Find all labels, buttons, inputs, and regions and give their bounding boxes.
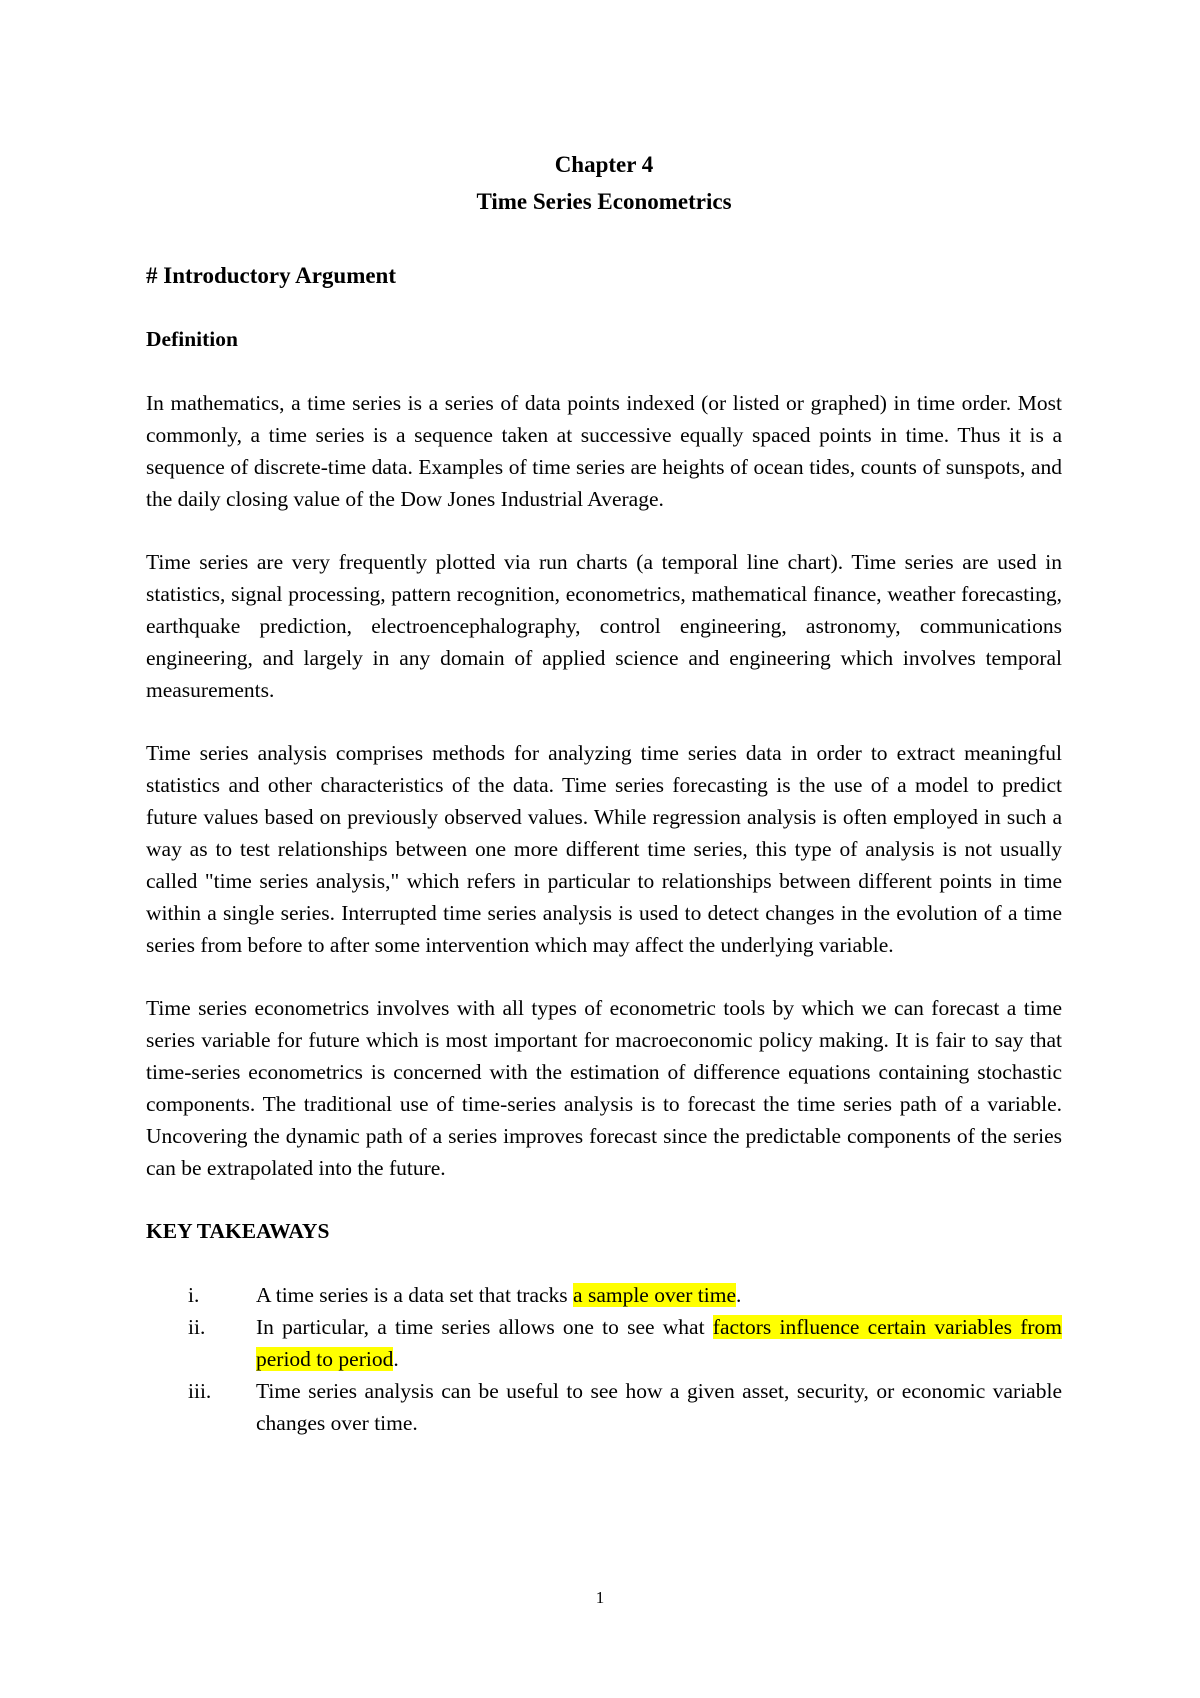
text-run: A time series is a data set that tracks: [256, 1283, 574, 1307]
list-item: [146, 1311, 1062, 1375]
highlighted-text: a sample over time: [573, 1283, 737, 1307]
page-number: 1: [595, 1588, 605, 1607]
chapter-title: Time Series Econometrics: [476, 189, 732, 214]
text-run: .: [736, 1283, 742, 1307]
list-item-text: [256, 1279, 1062, 1311]
list-item-text: [256, 1375, 1062, 1439]
list-numeral: i.: [188, 1283, 200, 1307]
paragraph-analysis: Time series analysis comprises methods for analyzing time series data in order to extract meaningful statistics and other characteristics of the data. Time series forecasting is the use of a model to predict future values based on previously observed values. While regression analysis is often employed in such a way as to test relationships between one more different time series, this type of analysis is not usually called "time series analysis," which refers in particular to relationships between different points in time within a single series. Interrupted time series analysis is used to detect changes in the evolution of a time series from before to after some intervention which may affect the underlying variable.: [146, 741, 1062, 957]
text-run: Time series analysis can be useful to see how a given asset, security, or economic variable changes over time.: [256, 1379, 1062, 1435]
paragraph-econometrics: Time series econometrics involves with all types of econometric tools by which we can forecast a time series variable for future which is most important for macroeconomic policy making. It is fair to say that time-series econometrics is concerned with the estimation of difference equations containing stochastic components. The traditional use of time-series analysis is to forecast the time series path of a variable. Uncovering the dynamic path of a series improves forecast since the predictable components of the series can be extrapolated into the future.: [146, 996, 1062, 1180]
text-run: .: [393, 1347, 399, 1371]
list-item: [146, 1279, 1062, 1311]
list-numeral: ii.: [188, 1315, 206, 1339]
key-takeaways-list: [146, 1279, 1062, 1439]
section-heading: # Introductory Argument: [146, 263, 397, 288]
chapter-title-block: [146, 146, 1062, 220]
highlighted-text: factors influence certain variables from period to period: [256, 1315, 1062, 1371]
paragraph-definition: In mathematics, a time series is a series of data points indexed (or listed or graphed) in time order. Most commonly, a time series is a sequence taken at successive equally spaced points in time. Thus it is a sequence of discrete-time data. Examples of time series are heights of ocean tides, counts of sunspots, and the daily closing value of the Dow Jones Industrial Average.: [146, 391, 1062, 511]
text-run: In particular, a time series allows one to see what: [256, 1315, 713, 1339]
list-numeral: iii.: [188, 1379, 212, 1403]
paragraph-run-charts: Time series are very frequently plotted via run charts (a temporal line chart). Time series are used in statistics, signal processing, pattern recognition, econometrics, mathematical finance, weather forecasting, earthquake prediction, electroencephalography, control engineering, astronomy, communications engineering, and largely in any domain of applied science and engineering which involves temporal measurements.: [146, 550, 1062, 702]
list-item: [146, 1375, 1062, 1439]
key-takeaways-heading: KEY TAKEAWAYS: [146, 1219, 330, 1243]
page-content: [146, 146, 1062, 1439]
definition-heading: Definition: [146, 327, 238, 351]
chapter-number: Chapter 4: [554, 152, 654, 177]
list-item-text: [256, 1311, 1062, 1375]
